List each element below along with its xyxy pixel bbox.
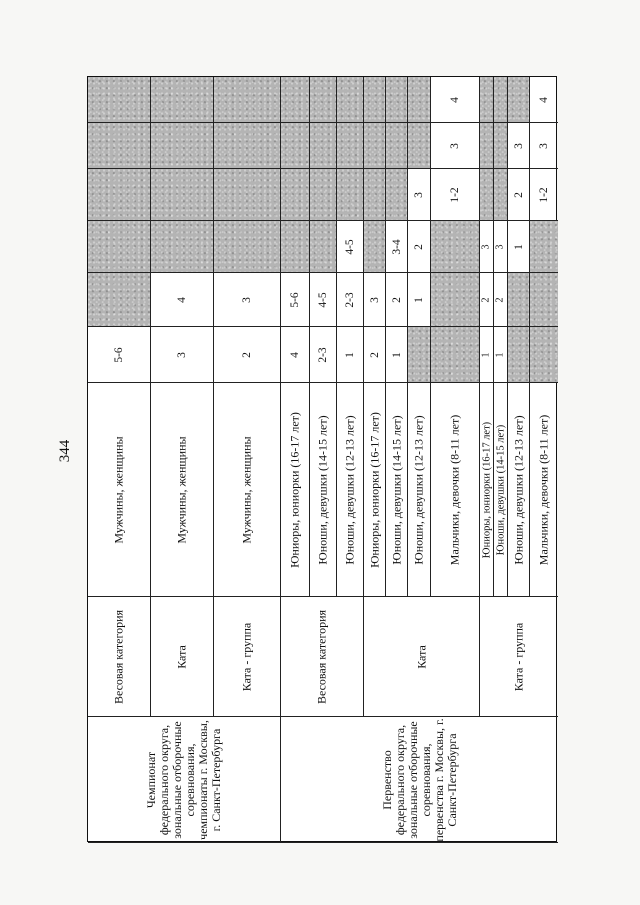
place-value: 3 <box>240 296 253 303</box>
place-value: 4-5 <box>316 291 329 308</box>
place-value: 3-4 <box>390 238 403 255</box>
place-value: 2 <box>240 351 253 358</box>
age-label: Мальчики, девочки (8-11 лет) <box>447 414 462 565</box>
place-cell <box>88 327 151 383</box>
discipline-label: Ката - группа <box>511 622 526 691</box>
place-cell <box>364 273 386 327</box>
age-cell-g2 <box>480 383 494 597</box>
place-cell <box>281 273 310 327</box>
place-cell <box>310 273 337 327</box>
place-cell <box>408 273 431 327</box>
age-cell-g2 <box>281 383 310 597</box>
discipline-cell-g2-kata <box>364 597 480 717</box>
place-cell <box>310 327 337 383</box>
place-cell <box>431 273 480 327</box>
age-cell-g2 <box>386 383 408 597</box>
results-table <box>87 76 557 842</box>
place-cell <box>431 77 480 123</box>
place-cell <box>386 221 408 273</box>
place-value: 3 <box>537 142 550 149</box>
event-title-2: Первенство федерального округа, зональные отборочные соревнования, первенства г. Москвы, г. Санкт-Петербурга <box>379 717 459 842</box>
discipline-cell-g1-r3 <box>214 597 281 717</box>
place-cell <box>337 221 364 273</box>
age-cell-g1-r3 <box>214 383 281 597</box>
place-value: 2 <box>480 297 492 302</box>
place-value: 4 <box>448 96 461 103</box>
place-cell <box>151 273 214 327</box>
place-value: 3 <box>412 191 425 198</box>
age-cell-g2 <box>530 383 558 597</box>
place-value: 3 <box>512 142 525 149</box>
place-cell <box>151 77 214 123</box>
place-cell <box>530 169 558 221</box>
place-value: 3 <box>494 244 506 249</box>
place-cell <box>494 77 508 123</box>
place-cell <box>364 77 386 123</box>
discipline-label: Ката - группа <box>239 622 254 691</box>
age-label: Юниоры, юниорки (16-17 лет) <box>367 411 382 568</box>
age-label: Юниоры, юниорки (16-17 лет) <box>287 411 302 568</box>
place-cell <box>508 327 530 383</box>
place-cell <box>386 123 408 169</box>
place-cell <box>508 77 530 123</box>
place-cell <box>431 327 480 383</box>
age-label: Мужчины, женщины <box>111 435 126 544</box>
place-value: 2 <box>412 243 425 250</box>
place-cell <box>364 123 386 169</box>
age-cell-g2 <box>364 383 386 597</box>
place-cell <box>408 77 431 123</box>
place-cell <box>281 327 310 383</box>
age-cell-g2 <box>431 383 480 597</box>
place-cell <box>530 123 558 169</box>
place-cell <box>386 273 408 327</box>
place-cell <box>364 169 386 221</box>
place-cell <box>310 169 337 221</box>
place-cell <box>480 221 494 273</box>
event-cell-1 <box>88 717 281 843</box>
place-cell <box>214 123 281 169</box>
place-cell <box>281 123 310 169</box>
place-cell <box>431 123 480 169</box>
place-value: 1-2 <box>537 186 550 203</box>
discipline-label: Ката <box>174 644 189 669</box>
place-cell <box>337 169 364 221</box>
event-title-1: Чемпионат федерального округа, зональные отборочные соревнования, чемпионаты г. Москвы, г. Санкт-Петербурга <box>144 719 223 840</box>
place-cell <box>310 77 337 123</box>
place-cell <box>281 169 310 221</box>
place-value: 2 <box>390 296 403 303</box>
place-cell <box>214 273 281 327</box>
place-cell <box>151 169 214 221</box>
age-label: Юноши, девушки (12-13 лет) <box>411 414 426 565</box>
place-cell <box>494 221 508 273</box>
place-cell <box>431 169 480 221</box>
age-cell-g2 <box>508 383 530 597</box>
place-cell <box>214 77 281 123</box>
place-value: 4 <box>537 96 550 103</box>
age-label: Юноши, девушки (14-15 лет) <box>315 414 330 565</box>
place-value: 3 <box>175 351 188 358</box>
age-label: Юноши, девушки (12-13 лет) <box>511 414 526 565</box>
place-value: 1 <box>390 351 403 358</box>
place-cell <box>88 77 151 123</box>
age-cell-g2 <box>337 383 364 597</box>
place-cell <box>337 77 364 123</box>
place-value: 4 <box>175 296 188 303</box>
age-label: Юноши, девушки (12-13 лет) <box>342 414 357 565</box>
place-cell <box>508 123 530 169</box>
place-cell <box>386 327 408 383</box>
place-value: 3 <box>480 244 492 249</box>
place-cell <box>530 327 558 383</box>
place-cell <box>494 123 508 169</box>
page-number: 344 <box>57 439 73 463</box>
place-cell <box>508 273 530 327</box>
place-cell <box>337 327 364 383</box>
place-cell <box>480 169 494 221</box>
place-value: 3 <box>448 142 461 149</box>
place-value: 4 <box>288 351 301 358</box>
place-cell <box>530 221 558 273</box>
place-cell <box>480 327 494 383</box>
discipline-label: Весовая категория <box>314 609 329 704</box>
age-cell-g2 <box>494 383 508 597</box>
place-cell <box>214 221 281 273</box>
place-value: 5-6 <box>288 291 301 308</box>
place-cell <box>88 221 151 273</box>
place-cell <box>530 273 558 327</box>
age-label: Мужчины, женщины <box>239 435 254 544</box>
place-value: 3 <box>368 296 381 303</box>
place-cell <box>494 273 508 327</box>
place-cell <box>151 123 214 169</box>
place-value: 2-3 <box>316 346 329 363</box>
place-cell <box>281 77 310 123</box>
discipline-label: Весовая категория <box>111 609 126 704</box>
age-cell-g1-r2 <box>151 383 214 597</box>
place-value: 1 <box>512 243 525 250</box>
age-label: Мужчины, женщины <box>174 435 189 544</box>
place-cell <box>151 327 214 383</box>
discipline-cell-g1-r2 <box>151 597 214 717</box>
place-cell <box>530 77 558 123</box>
place-cell <box>408 327 431 383</box>
place-value: 1 <box>343 351 356 358</box>
place-cell <box>386 169 408 221</box>
place-cell <box>337 273 364 327</box>
place-cell <box>508 221 530 273</box>
place-cell <box>480 123 494 169</box>
place-cell <box>494 169 508 221</box>
place-value: 2 <box>494 297 506 302</box>
place-cell <box>364 327 386 383</box>
place-cell <box>386 77 408 123</box>
place-value: 4-5 <box>343 238 356 255</box>
age-label: Мальчики, девочки (8-11 лет) <box>536 414 551 565</box>
age-cell-g2 <box>310 383 337 597</box>
place-cell <box>408 169 431 221</box>
age-label: Юноши, девушки (14-15 лет) <box>389 414 404 565</box>
place-value: 1 <box>494 352 506 357</box>
place-value: 1 <box>480 352 492 357</box>
place-cell <box>364 221 386 273</box>
place-cell <box>408 123 431 169</box>
age-label: Юниоры, юниорки (16-17 лет) <box>480 421 492 558</box>
place-cell <box>214 169 281 221</box>
place-cell <box>408 221 431 273</box>
place-cell <box>310 221 337 273</box>
event-cell-2 <box>281 717 558 843</box>
place-cell <box>281 221 310 273</box>
place-cell <box>494 327 508 383</box>
place-cell <box>431 221 480 273</box>
place-value: 2 <box>368 351 381 358</box>
place-value: 1-2 <box>448 186 461 203</box>
discipline-cell-g1-r1 <box>88 597 151 717</box>
place-cell <box>88 123 151 169</box>
place-value: 1 <box>412 296 425 303</box>
place-cell <box>88 169 151 221</box>
discipline-cell-g2-weight <box>281 597 364 717</box>
place-cell <box>480 273 494 327</box>
age-label: Юноши, девушки (14-15 лет) <box>494 424 506 555</box>
place-cell <box>508 169 530 221</box>
place-value: 2 <box>512 191 525 198</box>
discipline-label: Ката <box>414 644 429 669</box>
age-cell-g1-r1 <box>88 383 151 597</box>
discipline-cell-g2-kata-group <box>480 597 558 717</box>
place-cell <box>151 221 214 273</box>
place-value: 2-3 <box>343 291 356 308</box>
place-cell <box>337 123 364 169</box>
place-cell <box>88 273 151 327</box>
age-cell-g2 <box>408 383 431 597</box>
place-value: 5-6 <box>112 346 125 363</box>
place-cell <box>214 327 281 383</box>
place-cell <box>480 77 494 123</box>
place-cell <box>310 123 337 169</box>
